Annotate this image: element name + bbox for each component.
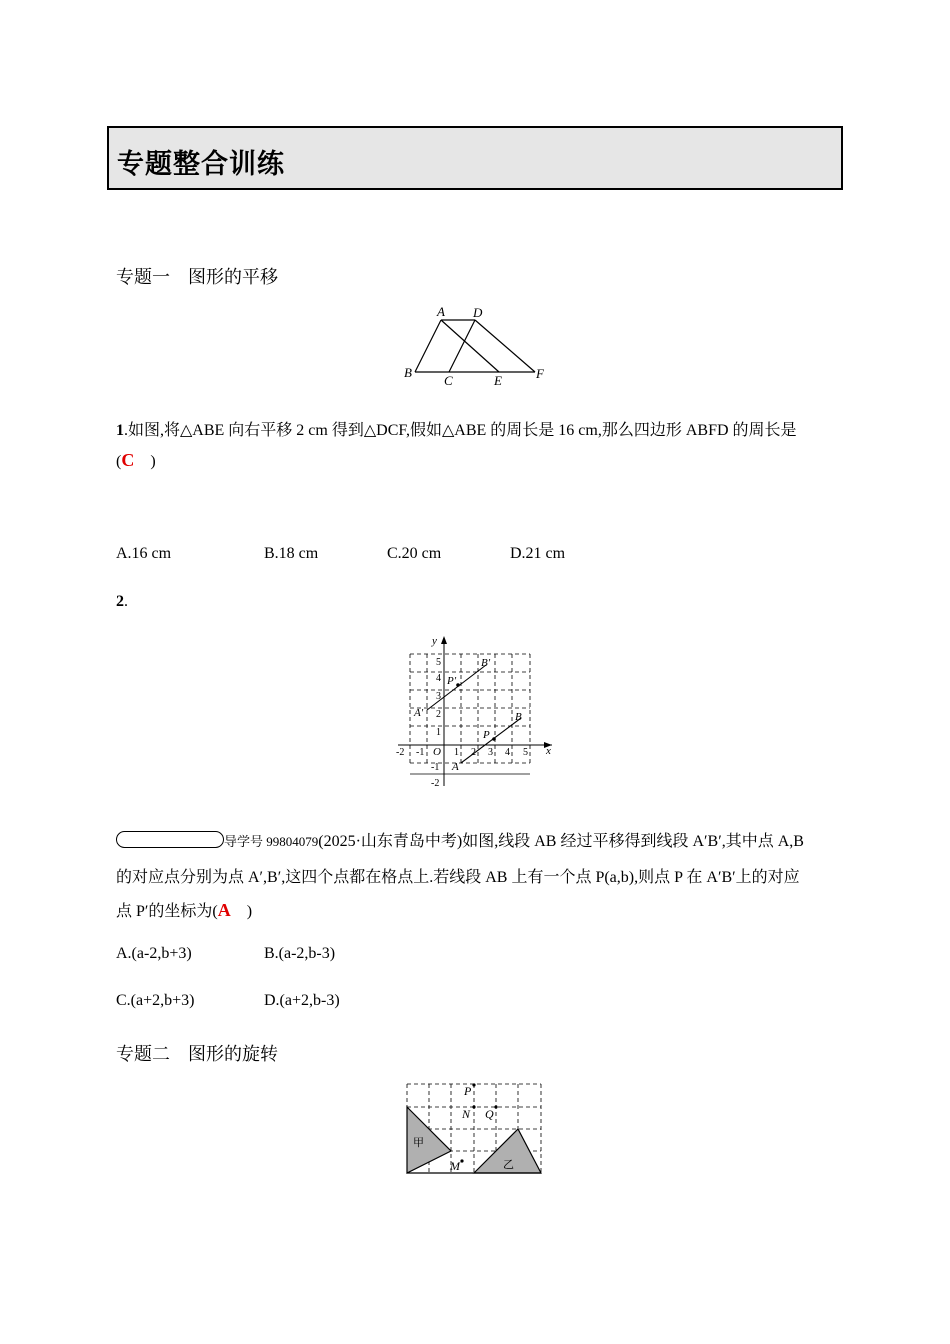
- point-b: B: [515, 711, 522, 723]
- question-1-line1: .如图,将△ABE 向右平移 2 cm 得到△DCF,假如△ABE 的周长是 16 cm,那么四边形 ABFD 的周长是: [124, 422, 797, 439]
- section-heading-1: [116, 263, 278, 289]
- point-b-prime: B′: [481, 657, 491, 669]
- figure-rotation-grid: [404, 1081, 544, 1177]
- y-tick: 4: [436, 673, 441, 684]
- section-number: 专题一: [116, 267, 170, 288]
- label-n: N: [462, 1107, 471, 1121]
- question-2-line1: [116, 828, 804, 851]
- x-tick: 2: [471, 747, 476, 758]
- y-tick: 3: [436, 691, 441, 702]
- q1-option-c[interactable]: C.20 cm: [387, 545, 442, 562]
- question-2-text1: (2025·山东青岛中考)如图,线段 AB 经过平移得到线段 A′B′,其中点 A,B: [318, 833, 804, 850]
- label-a: A: [437, 304, 445, 319]
- label-jia: 甲: [413, 1136, 424, 1149]
- x-tick: -1: [416, 747, 425, 758]
- q2-option-c[interactable]: C.(a+2,b+3): [116, 992, 195, 1009]
- q2-option-d[interactable]: D.(a+2,b-3): [264, 992, 340, 1009]
- axis-y-label: y: [432, 635, 437, 647]
- y-tick: -1: [431, 762, 440, 773]
- question-number: 2: [116, 593, 124, 610]
- origin-label: O: [433, 746, 441, 758]
- label-d: D: [473, 305, 483, 320]
- question-2-line3: [116, 898, 252, 921]
- paren-open: (: [116, 453, 122, 470]
- source-label: 导学号 99804079: [224, 834, 319, 849]
- point-p-prime: P′: [447, 675, 457, 687]
- q1-option-d[interactable]: D.21 cm: [510, 545, 566, 562]
- section-heading-2: [116, 1040, 278, 1066]
- x-tick: 1: [454, 747, 459, 758]
- label-q: Q: [485, 1107, 494, 1121]
- question-2-number: [116, 593, 128, 611]
- q1-option-a[interactable]: A.16 cm: [116, 545, 172, 562]
- point-p: P: [483, 729, 490, 741]
- paren-close: ): [150, 453, 156, 470]
- label-yi: 乙: [503, 1158, 514, 1171]
- section-name: 图形的平移: [188, 267, 278, 288]
- label-p: P: [464, 1084, 472, 1098]
- label-f: F: [536, 366, 544, 381]
- y-tick: 5: [436, 657, 441, 668]
- title-box: [107, 126, 843, 190]
- label-e: E: [494, 373, 502, 388]
- page-title: 专题整合训练: [117, 149, 285, 180]
- x-tick: 3: [488, 747, 493, 758]
- point-a-prime: A′: [414, 707, 424, 719]
- x-tick: 5: [523, 747, 528, 758]
- q1-option-b[interactable]: B.18 cm: [264, 545, 319, 562]
- paren-close: ): [246, 903, 253, 920]
- section-name: 图形的旋转: [188, 1044, 278, 1065]
- question-2-line2: 的对应点分别为点 A′,B′,这四个点都在格点上.若线段 AB 上有一个点 P(a,b),则点 P 在 A′B′上的对应: [116, 869, 800, 886]
- q2-option-b[interactable]: B.(a-2,b-3): [264, 945, 336, 962]
- source-badge: [116, 831, 224, 848]
- question-1-text: [116, 417, 797, 440]
- section-number: 专题二: [116, 1044, 170, 1065]
- label-b: B: [404, 365, 412, 380]
- label-c: C: [444, 373, 453, 388]
- answer-2: A: [217, 900, 231, 920]
- question-2-text3: 点 P′的坐标为(: [116, 903, 218, 920]
- question-dot: .: [124, 593, 128, 610]
- x-tick: -2: [396, 747, 405, 758]
- y-tick: 1: [436, 727, 441, 738]
- x-tick: 4: [505, 747, 510, 758]
- label-m: M: [450, 1159, 460, 1173]
- axis-x-label: x: [546, 745, 551, 757]
- point-a: A: [452, 761, 459, 773]
- y-tick: 2: [436, 709, 441, 720]
- figure-coordinate-grid: [394, 632, 556, 792]
- question-1-answer-line: [116, 450, 156, 471]
- question-number: 1: [116, 422, 124, 439]
- figure-translation-triangles: [395, 302, 555, 392]
- answer-1: C: [121, 450, 135, 470]
- y-tick: -2: [431, 778, 440, 789]
- q2-option-a[interactable]: A.(a-2,b+3): [116, 945, 192, 962]
